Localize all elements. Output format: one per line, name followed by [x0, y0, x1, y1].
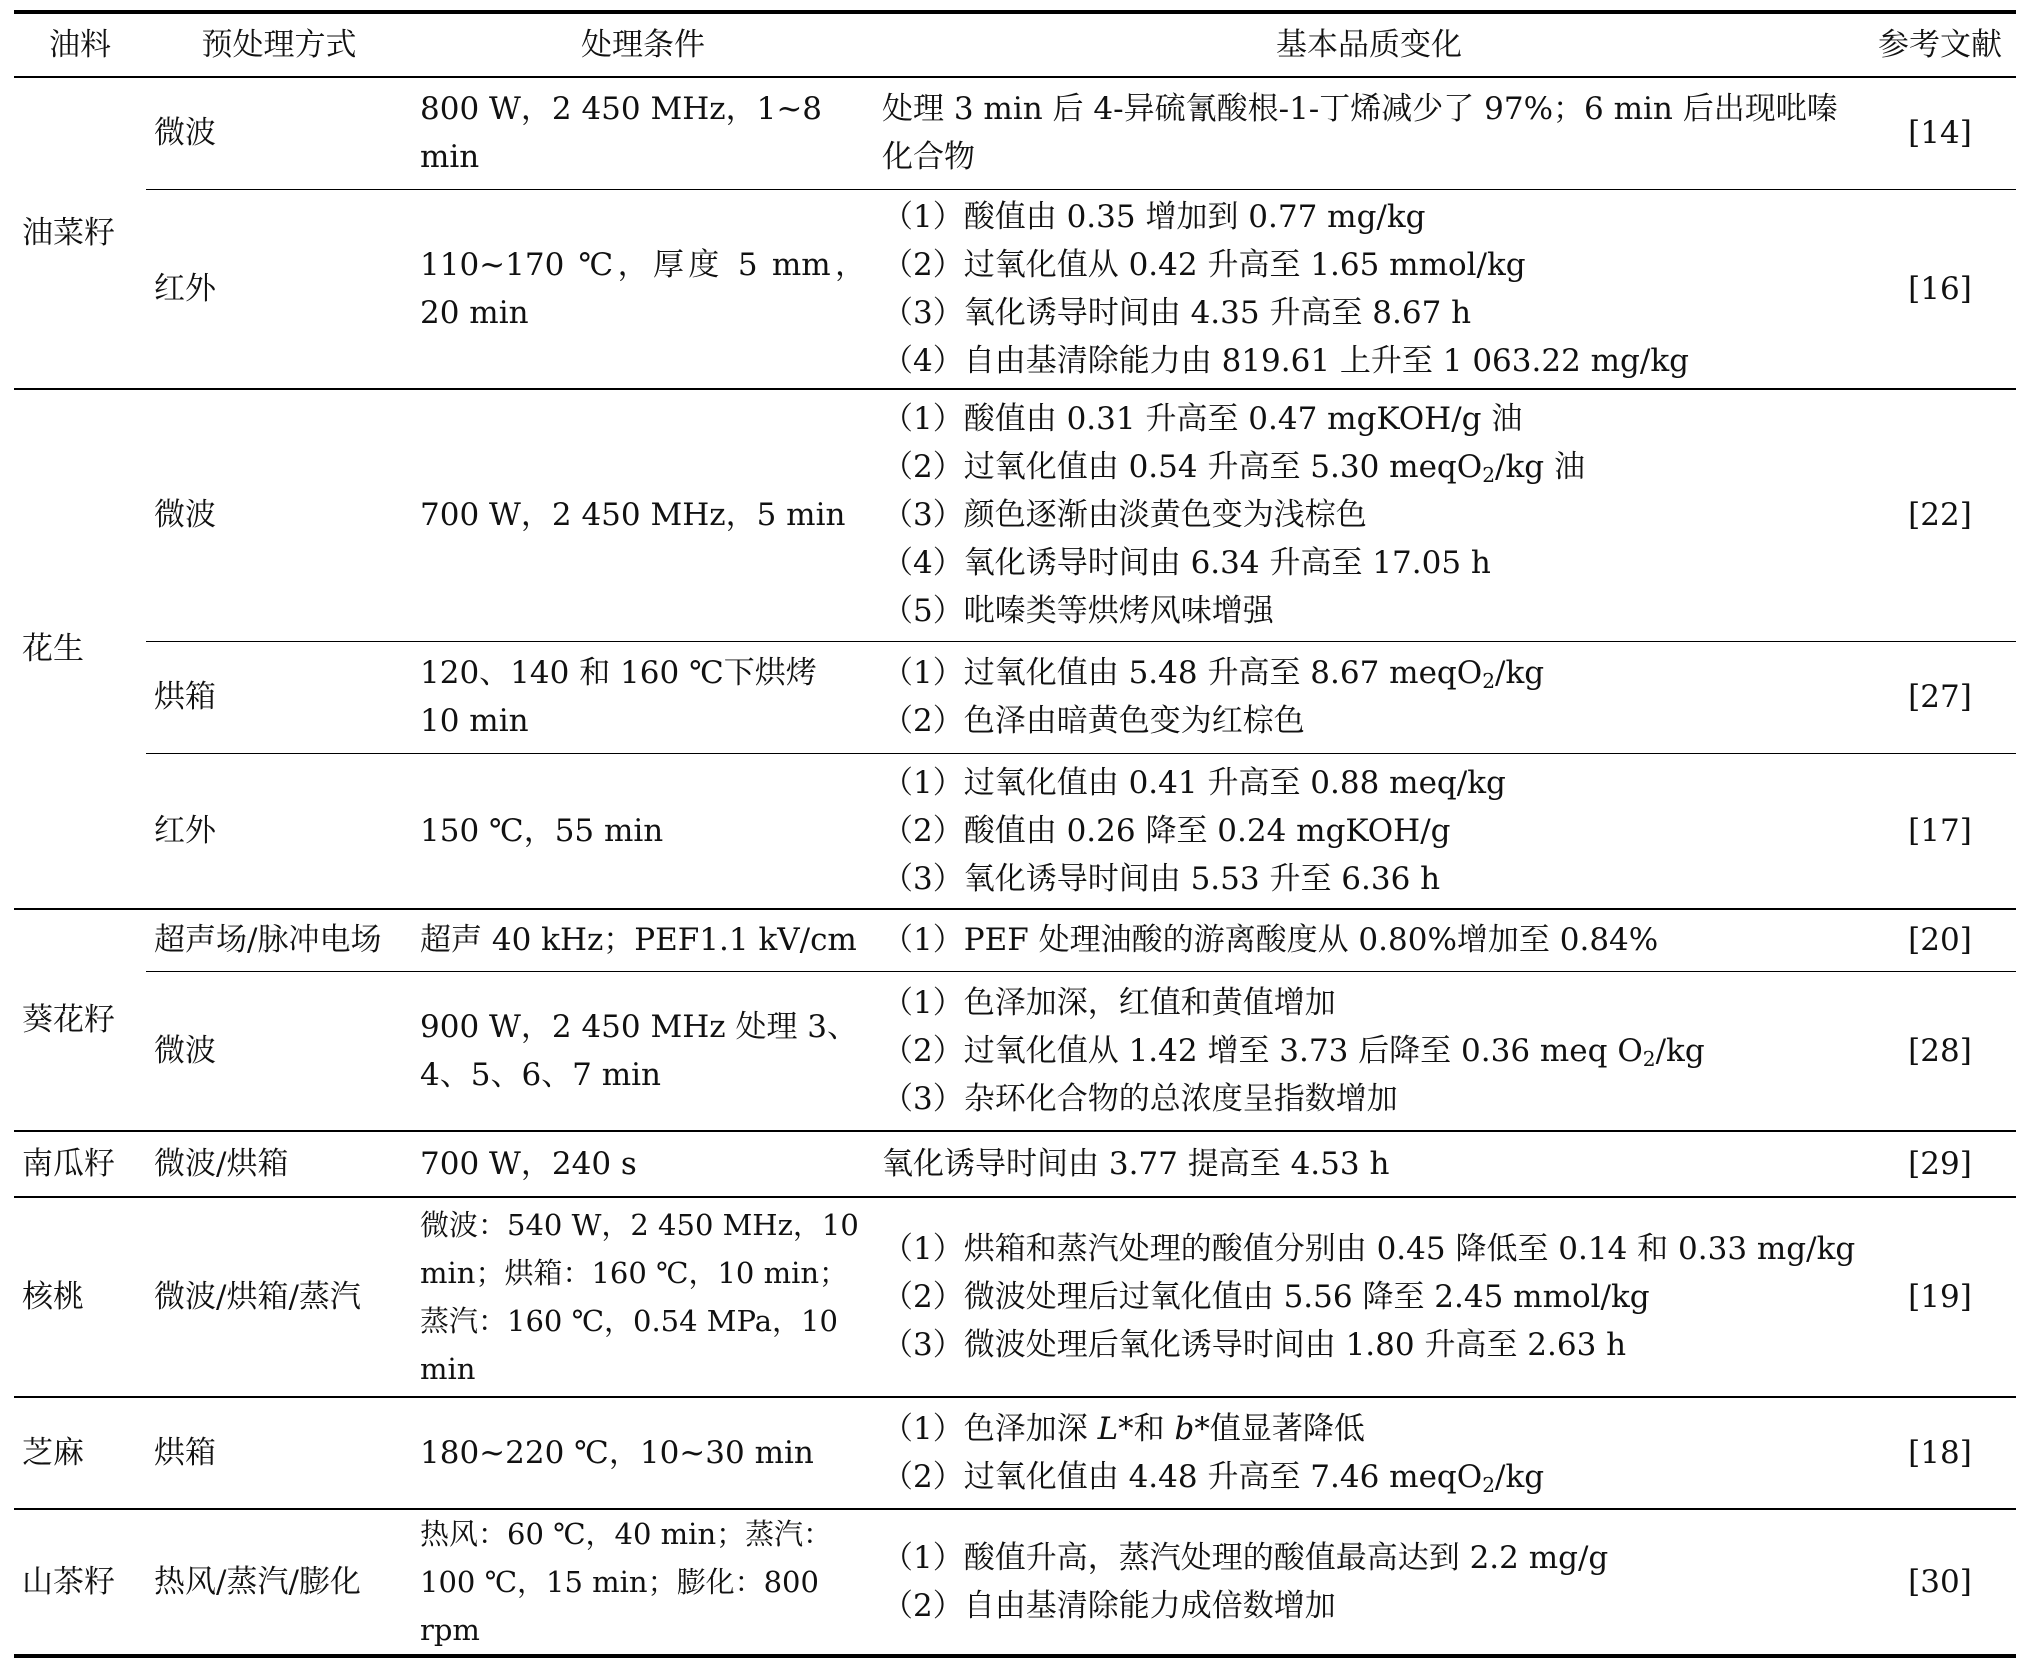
reference-cell: [29] — [1864, 1131, 2016, 1197]
change-line: 处理 3 min 后 4-异硫氰酸根-1-丁烯减少了 97%；6 min 后出现吡嗪化合物 — [882, 91, 1838, 176]
header-method: 预处理方式 — [146, 12, 412, 77]
reference-cell: [14] — [1864, 77, 2016, 189]
change-line: （3）颜色逐渐由淡黄色变为浅棕色 — [882, 497, 1367, 534]
change-line: （3）杂环化合物的总浓度呈指数增加 — [882, 1080, 1398, 1117]
method-cell: 微波 — [146, 77, 412, 189]
reference-cell: [20] — [1864, 909, 2016, 971]
change-line: （2）过氧化值由 0.54 升高至 5.30 meqO$_2$/kg 油 — [882, 449, 1585, 488]
table-row — [14, 971, 2016, 1131]
changes-cell — [874, 77, 1864, 189]
conditions-cell: 热风：60 ℃，40 min；蒸汽：100 ℃，15 min；膨化：800 rpm — [412, 1509, 874, 1656]
method-cell: 超声场/脉冲电场 — [146, 909, 412, 971]
conditions-cell: 110~170 ℃，厚度 5 mm，20 min — [412, 189, 874, 389]
table-row — [14, 1197, 2016, 1397]
conditions-cell: 超声 40 kHz；PEF1.1 kV/cm — [412, 909, 874, 971]
change-line: （1）烘箱和蒸汽处理的酸值分别由 0.45 降低至 0.14 和 0.33 mg/kg — [882, 1231, 1856, 1267]
header-oil: 油料 — [14, 12, 146, 77]
method-cell: 烘箱 — [146, 641, 412, 753]
changes-cell — [874, 389, 1864, 641]
change-line: （1）PEF 处理油酸的游离酸度从 0.80%增加至 0.84% — [882, 922, 1659, 959]
method-cell: 微波 — [146, 971, 412, 1131]
change-line: （3）微波处理后氧化诱导时间由 1.80 升高至 2.63 h — [882, 1327, 1627, 1363]
reference-cell: [30] — [1864, 1509, 2016, 1656]
change-line: （1）酸值升高，蒸汽处理的酸值最高达到 2.2 mg/g — [882, 1540, 1609, 1576]
reference-cell: [16] — [1864, 189, 2016, 389]
table-row — [14, 189, 2016, 389]
oil-cell: 核桃 — [14, 1197, 146, 1397]
conditions-cell: 150 ℃，55 min — [412, 753, 874, 909]
change-line: （1）过氧化值由 5.48 升高至 8.67 meqO$_2$/kg — [882, 655, 1545, 694]
reference-cell: [27] — [1864, 641, 2016, 753]
changes-cell — [874, 641, 1864, 753]
table-row — [14, 641, 2016, 753]
change-line: （3）氧化诱导时间由 5.53 升至 6.36 h — [882, 860, 1441, 897]
method-cell: 微波/烘箱 — [146, 1131, 412, 1197]
method-cell: 红外 — [146, 753, 412, 909]
change-line: （2）过氧化值从 1.42 增至 3.73 后降至 0.36 meq $O_2/kg$ — [882, 1032, 1705, 1071]
changes-cell — [874, 1197, 1864, 1397]
method-cell: 微波/烘箱/蒸汽 — [146, 1197, 412, 1397]
reference-cell: [17] — [1864, 753, 2016, 909]
reference-cell: [28] — [1864, 971, 2016, 1131]
reference-cell: [22] — [1864, 389, 2016, 641]
change-line: （5）吡嗪类等烘烤风味增强 — [882, 593, 1274, 630]
change-line: （1）色泽加深，红值和黄值增加 — [882, 984, 1336, 1021]
table-row — [14, 909, 2016, 971]
change-line: （2）过氧化值由 4.48 升高至 7.46 meqO$_2$/kg — [882, 1459, 1545, 1498]
table-row — [14, 389, 2016, 641]
changes-cell — [874, 753, 1864, 909]
conditions-cell: 800 W，2 450 MHz，1~8 min — [412, 77, 874, 189]
change-line: （4）自由基清除能力由 819.61 上升至 1 063.22 mg/kg — [882, 342, 1689, 379]
table-row — [14, 1397, 2016, 1509]
oil-cell: 南瓜籽 — [14, 1131, 146, 1197]
change-line: （2）酸值由 0.26 降至 0.24 mgKOH/g — [882, 812, 1451, 849]
changes-cell — [874, 1131, 1864, 1197]
oil-cell: 花生 — [14, 389, 146, 909]
change-line: （2）过氧化值从 0.42 升高至 1.65 mmol/kg — [882, 246, 1526, 283]
reference-cell: [19] — [1864, 1197, 2016, 1397]
oil-cell: 山茶籽 — [14, 1509, 146, 1656]
change-line: （1）酸值由 0.31 升高至 0.47 mgKOH/g 油 — [882, 401, 1523, 438]
conditions-cell: 微波：540 W，2 450 MHz，10 min；烘箱：160 ℃，10 min；蒸汽：160 ℃，0.54 MPa，10 min — [412, 1197, 874, 1397]
change-line: （1）酸值由 0.35 增加到 0.77 mg/kg — [882, 198, 1426, 235]
change-line: （2）色泽由暗黄色变为红棕色 — [882, 703, 1305, 739]
changes-cell — [874, 1397, 1864, 1509]
method-cell: 红外 — [146, 189, 412, 389]
changes-cell — [874, 1509, 1864, 1656]
oil-cell: 芝麻 — [14, 1397, 146, 1509]
header-conditions: 处理条件 — [412, 12, 874, 77]
change-line: （4）氧化诱导时间由 6.34 升高至 17.05 h — [882, 545, 1491, 582]
conditions-cell: 900 W，2 450 MHz 处理 3、4、5、6、7 min — [412, 971, 874, 1131]
change-line: 氧化诱导时间由 3.77 提高至 4.53 h — [882, 1146, 1390, 1182]
header-changes: 基本品质变化 — [874, 12, 1864, 77]
header-row — [14, 12, 2016, 77]
header-reference: 参考文献 — [1864, 12, 2016, 77]
change-line: （1）色泽加深 L*和 b*值显著降低 — [882, 1411, 1365, 1447]
changes-cell — [874, 189, 1864, 389]
conditions-cell: 700 W，240 s — [412, 1131, 874, 1197]
conditions-cell: 180~220 ℃，10~30 min — [412, 1397, 874, 1509]
changes-cell — [874, 909, 1864, 971]
change-line: （1）过氧化值由 0.41 升高至 0.88 meq/kg — [882, 764, 1506, 801]
table-row — [14, 1131, 2016, 1197]
change-line: （3）氧化诱导时间由 4.35 升高至 8.67 h — [882, 294, 1472, 331]
changes-cell — [874, 971, 1864, 1131]
change-line: （2）微波处理后过氧化值由 5.56 降至 2.45 mmol/kg — [882, 1279, 1650, 1315]
reference-cell: [18] — [1864, 1397, 2016, 1509]
change-line: （2）自由基清除能力成倍数增加 — [882, 1588, 1336, 1624]
method-cell: 热风/蒸汽/膨化 — [146, 1509, 412, 1656]
conditions-cell: 120、140 和 160 ℃下烘烤 10 min — [412, 641, 874, 753]
table-row — [14, 753, 2016, 909]
method-cell: 烘箱 — [146, 1397, 412, 1509]
data-table — [14, 10, 2016, 1658]
table-row — [14, 1509, 2016, 1656]
method-cell: 微波 — [146, 389, 412, 641]
oil-cell: 葵花籽 — [14, 909, 146, 1131]
conditions-cell: 700 W，2 450 MHz，5 min — [412, 389, 874, 641]
oil-cell: 油菜籽 — [14, 77, 146, 389]
table-row — [14, 77, 2016, 189]
